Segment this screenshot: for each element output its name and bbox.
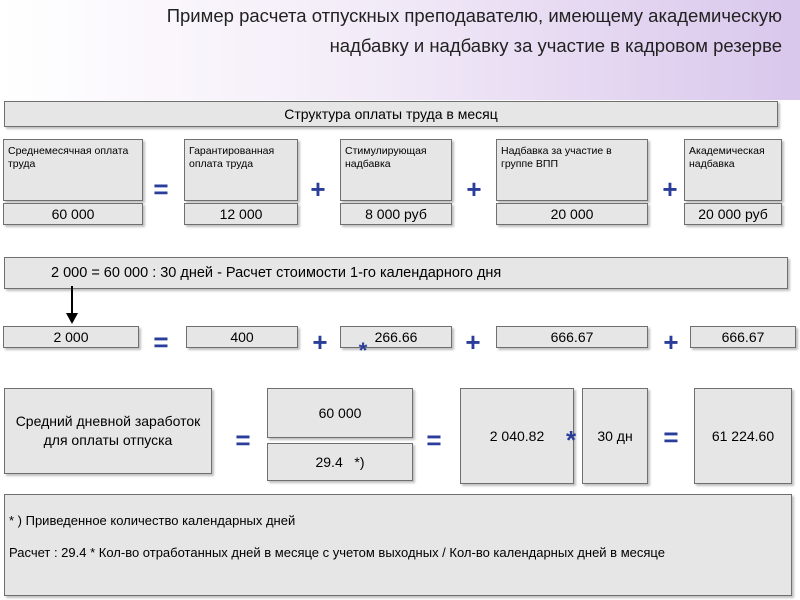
academic-bonus-value: 20 000 руб: [698, 206, 768, 222]
academic-bonus-label: Академическая надбавка: [689, 145, 765, 170]
reserve-bonus-value: 20 000: [550, 206, 594, 222]
daily-academic-box: [690, 326, 796, 348]
average-monthly-pay-label-box: [3, 139, 143, 201]
footnote-box: [4, 494, 792, 596]
numerator-value: 60 000: [318, 405, 362, 421]
equals-sign: =: [426, 425, 442, 455]
guaranteed-pay-label: Гарантированная оплата труда: [189, 145, 275, 170]
page-title-line1: Пример расчета отпускных преподавателю, имеющему академическую: [166, 5, 782, 26]
average-daily-earnings-label: Средний дневной заработок для оплаты отпуска: [15, 413, 201, 448]
multiply-sign: *: [565, 425, 577, 455]
daily-earnings-result: 2 040.82: [489, 428, 545, 444]
plus-sign: +: [465, 327, 481, 357]
average-monthly-pay-value-box: [3, 203, 143, 225]
vacation-pay-total-box: [694, 388, 792, 484]
daily-cost-formula-box: [4, 257, 788, 289]
reserve-bonus-label: Надбавка за участие в группе ВПП: [501, 145, 612, 170]
plus-sign: +: [466, 174, 482, 204]
reserve-bonus-value-box: [496, 203, 648, 225]
daily-incentive-value: 266.66: [374, 329, 418, 345]
numerator-box: [267, 388, 413, 438]
average-monthly-pay-label: Среднемесячная оплата труда: [8, 145, 129, 170]
vacation-days-box: [582, 388, 648, 484]
guaranteed-pay-value: 12 000: [219, 206, 263, 222]
daily-academic-value: 666.67: [721, 329, 765, 345]
incentive-bonus-label-box: [340, 139, 452, 201]
daily-guaranteed-value: 400: [230, 329, 254, 345]
equals-sign: =: [235, 425, 251, 455]
asterisk-marker: *: [358, 338, 368, 363]
plus-sign: +: [312, 327, 328, 357]
daily-total-box: [3, 326, 139, 348]
vacation-days-value: 30 дн: [597, 428, 633, 444]
page-title-line2: надбавку и надбавку за участие в кадровом резерве: [329, 35, 782, 56]
daily-reserve-box: [496, 326, 648, 348]
plus-sign: +: [663, 327, 679, 357]
vacation-pay-total: 61 224.60: [711, 428, 775, 444]
footnote-line2: Расчет : 29.4 * Кол-во отработанных дней в месяце с учетом выходных / Кол-во календарных дней в месяце: [9, 545, 665, 560]
equals-sign: =: [663, 422, 679, 452]
denominator-value: 29.4 *): [315, 454, 365, 470]
incentive-bonus-value-box: [340, 203, 452, 225]
daily-reserve-value: 666.67: [550, 329, 594, 345]
reserve-bonus-label-box: [496, 139, 648, 201]
daily-guaranteed-box: [186, 326, 298, 348]
guaranteed-pay-label-box: [184, 139, 298, 201]
average-monthly-pay-value: 60 000: [51, 206, 95, 222]
academic-bonus-label-box: [684, 139, 782, 201]
footnote-line1: * ) Приведенное количество календарных дней: [9, 513, 296, 528]
plus-sign: +: [310, 174, 326, 204]
average-daily-earnings-label-box: [4, 388, 212, 474]
daily-total-value: 2 000: [53, 329, 89, 345]
incentive-bonus-label: Стимулирующая надбавка: [345, 145, 427, 170]
incentive-bonus-value: 8 000 руб: [365, 206, 427, 222]
academic-bonus-value-box: [684, 203, 782, 225]
equals-sign: =: [153, 174, 169, 204]
plus-sign: +: [662, 174, 678, 204]
guaranteed-pay-value-box: [184, 203, 298, 225]
down-arrow-icon: [71, 286, 73, 316]
structure-title-box: [4, 101, 778, 127]
denominator-box: [267, 443, 413, 481]
structure-title: Структура оплаты труда в месяц: [284, 106, 498, 122]
daily-cost-formula: 2 000 = 60 000 : 30 дней - Расчет стоимости 1-го календарного дня: [51, 265, 502, 281]
equals-sign: =: [153, 327, 169, 357]
down-arrow-head-icon: [66, 313, 78, 324]
